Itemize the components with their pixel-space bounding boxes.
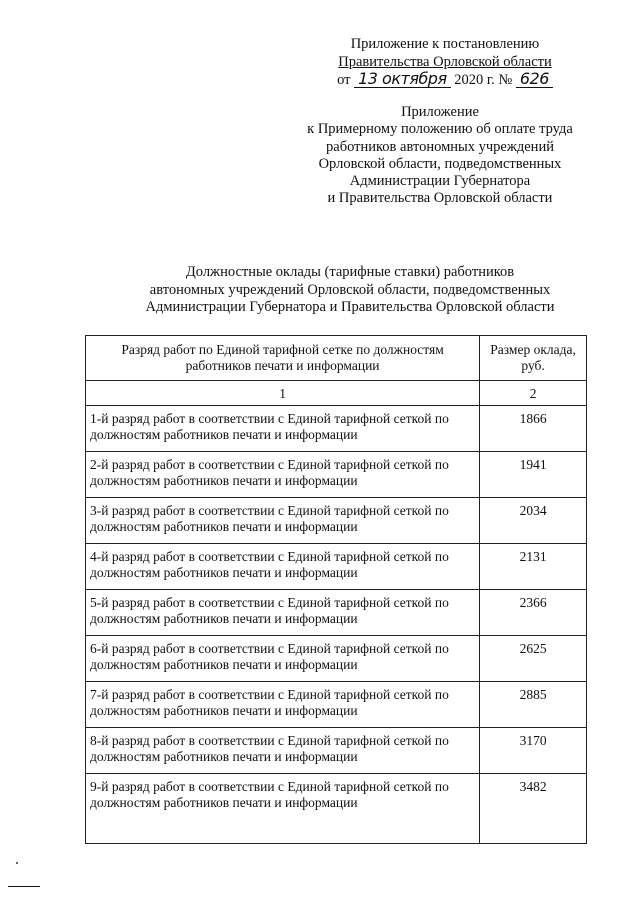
salary-cell: 2885 (480, 682, 587, 728)
title-line: Должностные оклады (тарифные ставки) работников (185, 264, 515, 280)
title-line: Администрации Губернатора и Правительства Орловской области (145, 299, 555, 315)
grade-cell: 4-й разряд работ в соответствии с Единой тарифной сеткой по должностям работников печати и информации (86, 544, 480, 590)
appendix-header (290, 104, 590, 208)
table-row (86, 728, 587, 774)
salary-cell: 2131 (480, 544, 587, 590)
grade-cell: 2-й разряд работ в соответствии с Единой тарифной сеткой по должностям работников печати и информации (86, 452, 480, 498)
date-prefix: от (337, 72, 351, 88)
grade-cell: 8-й разряд работ в соответствии с Единой тарифной сеткой по должностям работников печати и информации (86, 728, 480, 774)
table-row (86, 682, 587, 728)
appendix-line: Приложение (401, 104, 479, 120)
salary-cell: 3482 (480, 774, 587, 844)
appendix-line: к Примерному положению об оплате труда (307, 121, 573, 138)
table-row (86, 774, 587, 844)
handwritten-number: 626 (516, 71, 553, 88)
appendix-line: и Правительства Орловской области (327, 190, 553, 207)
year-suffix: 2020 г. № (454, 72, 513, 88)
grade-cell: 1-й разряд работ в соответствии с Единой тарифной сеткой по должностям работников печати и информации (86, 406, 480, 452)
grade-cell: 5-й разряд работ в соответствии с Единой тарифной сеткой по должностям работников печати и информации (86, 590, 480, 636)
header-grade: Разряд работ по Единой тарифной сетке по должностям работников печати и информации (86, 336, 480, 381)
column-numbering-row (86, 381, 587, 406)
table-row (86, 452, 587, 498)
decree-date-line (300, 71, 590, 90)
table-row (86, 406, 587, 452)
table-row (86, 544, 587, 590)
salary-cell: 1866 (480, 406, 587, 452)
grade-cell: 7-й разряд работ в соответствии с Единой тарифной сеткой по должностям работников печати и информации (86, 682, 480, 728)
column-number-2: 2 (480, 381, 587, 406)
salary-cell: 2034 (480, 498, 587, 544)
column-number-1: 1 (86, 381, 480, 406)
table-row (86, 498, 587, 544)
appendix-line: Орловской области, подведомственных (318, 155, 562, 172)
table-row (86, 636, 587, 682)
grade-cell: 6-й разряд работ в соответствии с Единой тарифной сеткой по должностям работников печати и информации (86, 636, 480, 682)
grade-cell: 9-й разряд работ в соответствии с Единой тарифной сеткой по должностям работников печати и информации (86, 774, 480, 844)
salary-table (85, 335, 587, 844)
appendix-line: Администрации Губернатора (349, 173, 531, 190)
scan-speck (16, 862, 18, 864)
title-line: автономных учреждений Орловской области, подведомственных (149, 281, 551, 298)
grade-cell: 3-й разряд работ в соответствии с Единой тарифной сеткой по должностям работников печати и информации (86, 498, 480, 544)
salary-cell: 1941 (480, 452, 587, 498)
salary-cell: 2625 (480, 636, 587, 682)
appendix-line: работников автономных учреждений (326, 138, 554, 155)
table-row (86, 590, 587, 636)
margin-mark (8, 886, 40, 887)
handwritten-date: 13 октября (354, 71, 451, 88)
decree-header (300, 36, 590, 90)
salary-cell: 2366 (480, 590, 587, 636)
header-salary: Размер оклада, руб. (480, 336, 587, 381)
salary-cell: 3170 (480, 728, 587, 774)
decree-line-2: Правительства Орловской области (338, 53, 552, 70)
table-header-row (86, 336, 587, 381)
decree-line-1: Приложение к постановлению (350, 36, 540, 52)
document-title (110, 264, 590, 317)
